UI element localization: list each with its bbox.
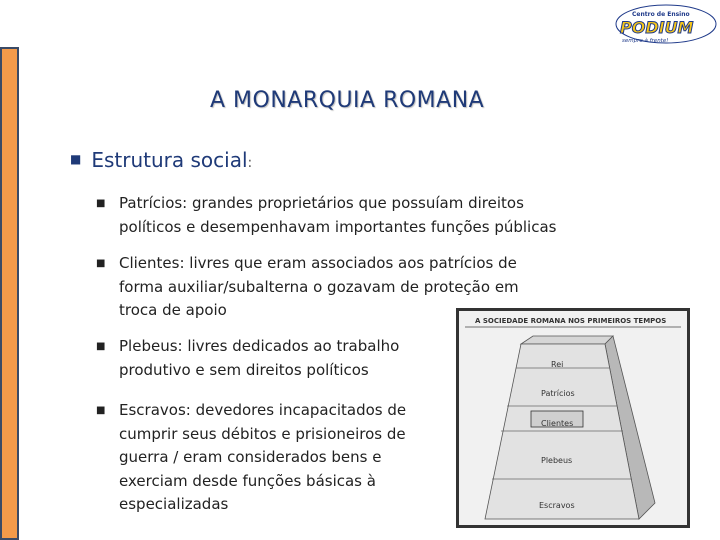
pyramid-graphic [459, 311, 687, 525]
square-bullet-icon: ■ [96, 405, 106, 416]
square-bullet-icon: ■ [70, 152, 82, 166]
list-item-escravos [96, 399, 406, 517]
figure-title: A SOCIEDADE ROMANA NOS PRIMEIROS TEMPOS [475, 317, 667, 325]
list-item-line: Patrícios: grandes proprietários que possuíam direitos [119, 194, 524, 212]
logo-wordmark: PODIUM [620, 18, 694, 37]
square-bullet-icon: ■ [96, 198, 106, 209]
logo-line1: Centro de Ensino [632, 11, 690, 18]
square-bullet-icon: ■ [96, 341, 106, 352]
list-item-line: Clientes: livres que eram associados aos patrícios de [119, 254, 517, 272]
list-item-line: Plebeus: livres dedicados ao trabalho [119, 337, 400, 355]
pyramid-label-escravos: Escravos [539, 501, 575, 510]
list-item-line: especializadas [119, 495, 229, 513]
list-item-plebeus [96, 335, 399, 382]
list-item-line: Escravos: devedores incapacitados de [119, 401, 407, 419]
list-item-patricios [96, 192, 556, 239]
list-item-line: cumprir seus débitos e prisioneiros de [119, 424, 406, 443]
section-heading-colon: : [247, 155, 253, 171]
list-item-line: produtivo e sem direitos políticos [119, 360, 369, 379]
list-item-line: troca de apoio [119, 301, 227, 319]
list-item-line: políticos e desempenhavam importantes funções públicas [119, 217, 557, 236]
left-accent-bar [0, 47, 19, 540]
pyramid-label-plebeus: Plebeus [541, 456, 573, 465]
podium-logo [614, 2, 718, 46]
social-pyramid-figure [456, 308, 690, 528]
pyramid-label-rei: Rei [551, 360, 564, 369]
podium-logo-graphic [614, 2, 718, 46]
pyramid-label-patricios: Patrícios [541, 389, 575, 398]
list-item-line: guerra / eram considerados bens e [119, 448, 382, 466]
pyramid-label-clientes: Clientes [541, 419, 574, 428]
pyramid-top-face [521, 336, 613, 344]
square-bullet-icon: ■ [96, 258, 106, 269]
page-title: A MONARQUIA ROMANA [210, 88, 485, 113]
list-item-line: exerciam desde funções básicas à [119, 471, 376, 490]
list-item-line: forma auxiliar/subalterna o gozavam de proteção em [119, 277, 519, 296]
section-heading [70, 148, 252, 172]
section-heading-text: Estrutura social [91, 148, 248, 172]
logo-tagline: sempre à frente! [622, 38, 669, 44]
